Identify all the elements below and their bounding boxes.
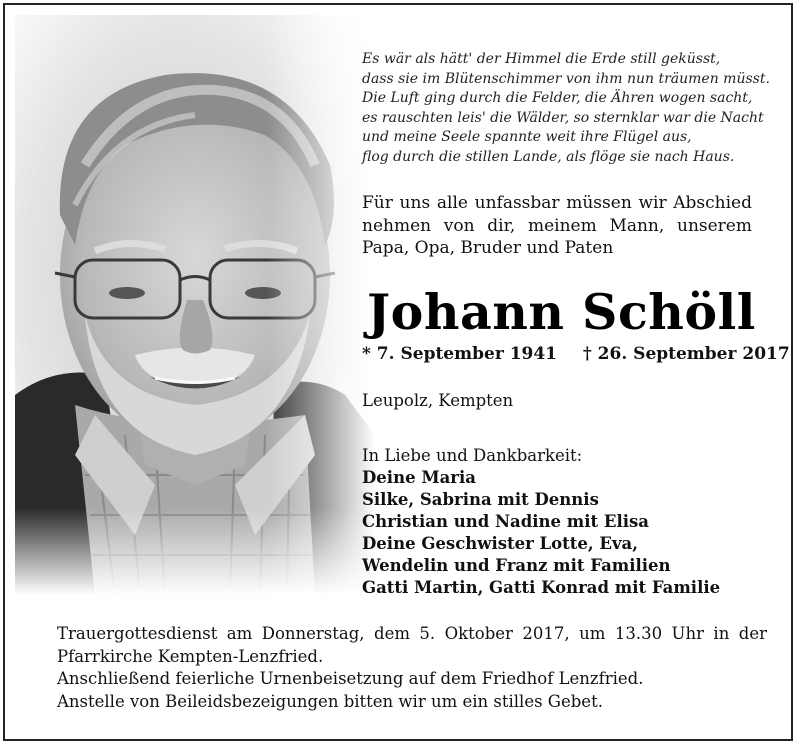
poem [362,50,770,167]
residence: Leupolz, Kempten [362,391,514,410]
mourner-line: Deine Maria [362,468,476,487]
intro-line: Papa, Opa, Bruder und Paten [362,238,614,258]
obituary-notice [3,3,793,741]
poem-line: es rauschten leis' die Wälder, so sternklar war die Nacht [362,109,764,126]
death-date: † 26. September 2017 [582,344,790,364]
poem-line: Es wär als hätt' der Himmel die Erde still geküsst, [362,51,721,67]
mourners-list [362,467,782,599]
service-line: Anschließend feierliche Urnenbeisetzung auf dem Friedhof Lenzfried. [57,669,644,688]
life-dates [362,344,790,364]
service-line: Trauergottesdienst am Donnerstag, dem 5. Oktober 2017, um 13.30 Uhr in der [57,624,767,643]
poem-line: und meine Seele spannte weit ihre Flügel aus, [362,129,692,145]
birth-date: * 7. September 1941 [362,344,558,364]
mourners-heading: In Liebe und Dankbarkeit: [362,446,583,465]
mourner-line: Wendelin und Franz mit Familien [362,556,671,575]
mourner-line: Christian und Nadine mit Elisa [362,512,649,531]
deceased-name: Johann Schöll [367,283,756,341]
poem-line: flog durch die stillen Lande, als flöge sie nach Haus. [362,148,735,165]
intro-line: nehmen von dir, meinem Mann, unserem [362,215,752,236]
intro-text [362,192,752,260]
service-line: Anstelle von Beileidsbezeigungen bitten wir um ein stilles Gebet. [57,691,603,711]
mourner-line: Deine Geschwister Lotte, Eva, [362,534,638,553]
intro-line: Für uns alle unfassbar müssen wir Abschied [362,193,752,213]
mourner-line: Gatti Martin, Gatti Konrad mit Familie [362,578,721,597]
portrait-photo [15,15,375,595]
service-line: Pfarrkirche Kempten-Lenzfried. [57,646,324,666]
poem-line: dass sie im Blütenschimmer von ihm nun träumen müsst. [362,70,770,87]
funeral-service-info [57,623,767,713]
mourner-line: Silke, Sabrina mit Dennis [362,490,599,509]
poem-line: Die Luft ging durch die Felder, die Ähren wogen sacht, [362,90,753,106]
